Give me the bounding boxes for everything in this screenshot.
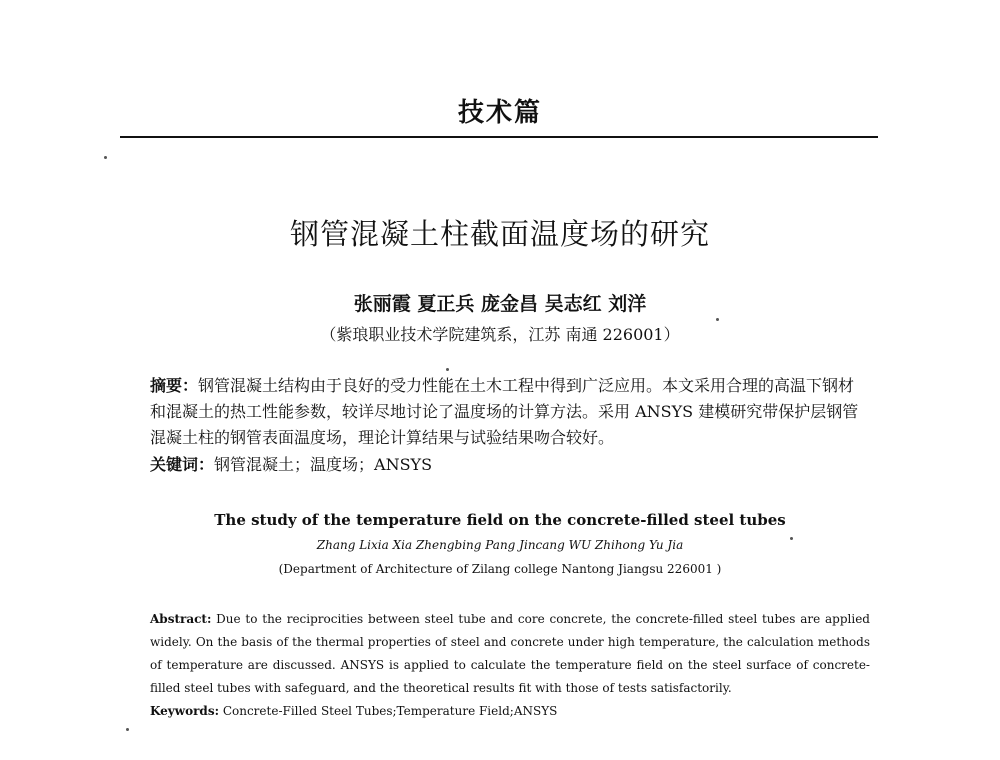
abstract-en-text: Due to the reciprocities between steel tube and core concrete, the concrete-filled steel tubes are applied widely. On the basis of the thermal properties of steel and concrete under high temperature, the calculation methods of temperature are discussed. ANSYS is applied to calculate the temperature field on the steel surface of concrete-filled steel tubes with safeguard, and the theoretical results fit with those of tests satisfactorily. (150, 612, 870, 695)
keywords-cn-text: 钢管混凝土；温度场；ANSYS (214, 455, 433, 474)
authors-en: Zhang Lixia Xia Zhengbing Pang Jincang WU Zhihong Yu Jia (316, 538, 684, 552)
abstract-cn-text: 钢管混凝土结构由于良好的受力性能在土木工程中得到广泛应用。本文采用合理的高温下钢材和混凝土的热工性能参数，较详尽地讨论了温度场的计算方法。采用 ANSYS 建模研究带保护层钢管混凝土柱的钢管表面温度场，理论计算结果与试验结果吻合较好。 (150, 376, 859, 447)
header-rule (120, 136, 878, 138)
scan-speck (716, 318, 719, 321)
affiliation-en: (Department of Architecture of Zilang college Nantong Jiangsu 226001 ) (278, 562, 722, 576)
keywords-en (150, 700, 870, 723)
keywords-en-text: Concrete-Filled Steel Tubes;Temperature Field;ANSYS (219, 704, 558, 718)
scan-speck (446, 368, 449, 371)
abstract-cn-label: 摘要： (150, 376, 199, 395)
abstract-en (150, 608, 870, 700)
paper-title-cn: 钢管混凝土柱截面温度场的研究 (289, 217, 710, 251)
section-header: 技术篇 (457, 98, 542, 128)
scan-speck (790, 537, 793, 540)
paper-title-en: The study of the temperature field on the concrete-filled steel tubes (214, 511, 786, 529)
affiliation-cn: （紫琅职业技术学院建筑系，江苏 南通 226001） (320, 325, 680, 344)
scan-speck (104, 156, 107, 159)
scan-speck (126, 728, 129, 731)
keywords-en-label: Keywords: (150, 704, 220, 718)
keywords-cn-label: 关键词： (150, 455, 215, 474)
abstract-en-label: Abstract: (150, 612, 212, 626)
abstract-cn (150, 373, 870, 451)
authors-cn: 张丽霞 夏正兵 庞金昌 吴志红 刘洋 (353, 293, 647, 315)
keywords-cn (150, 452, 870, 478)
